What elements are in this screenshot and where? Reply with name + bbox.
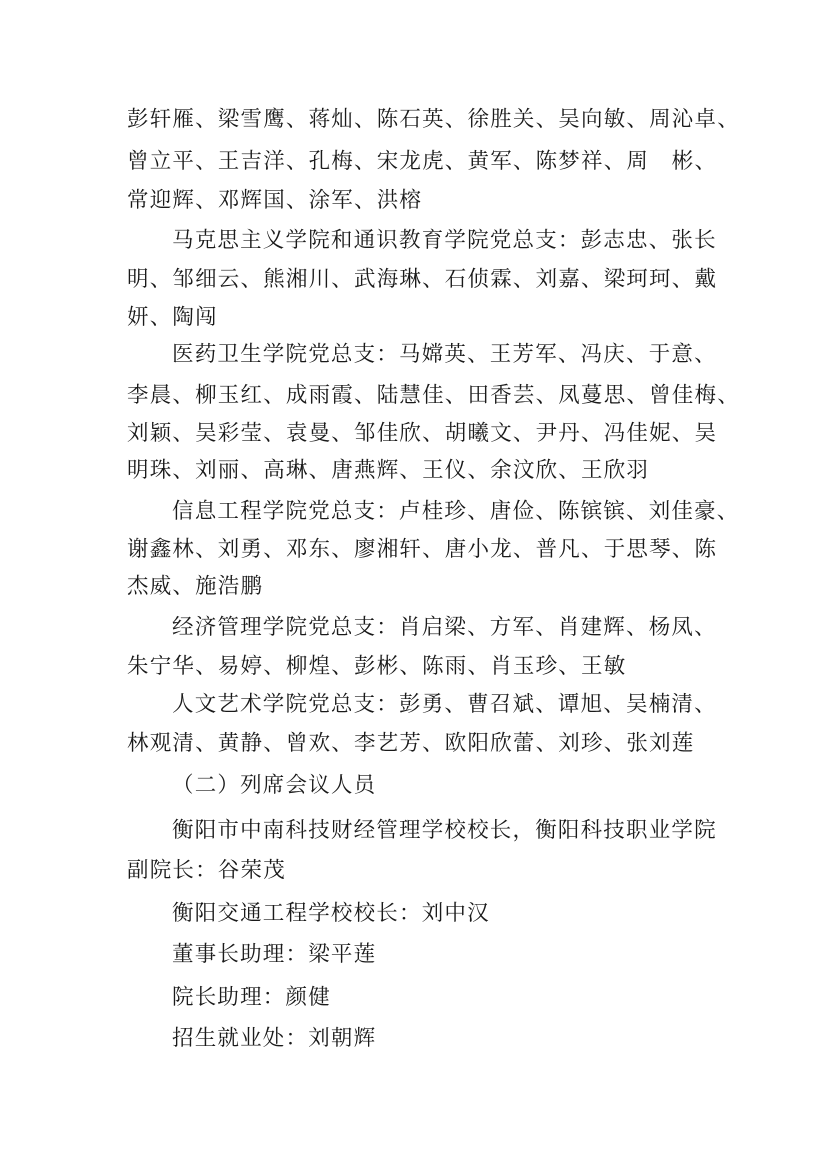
text-line: 常迎辉、邓辉国、涂军、洪榕 [127,188,423,213]
text-line: 衡阳交通工程学校校长：刘中汉 [172,901,490,926]
text-line: 董事长助理：梁平莲 [172,942,377,967]
text-line: 马克思主义学院和通识教育学院党总支：彭志忠、张长 [172,228,717,253]
text-line: 明、邹细云、熊湘川、武海琳、石侦霖、刘嘉、梁珂珂、戴 [127,267,718,292]
text-line: 曾立平、王吉洋、孔梅、宋龙虎、黄军、陈梦祥、周 彬、 [127,149,718,174]
text-line: 谢鑫林、刘勇、邓东、廖湘轩、唐小龙、普凡、于思琴、陈 [127,537,718,562]
text-line: 经济管理学院党总支：肖启梁、方军、肖建辉、杨凤、 [172,615,717,640]
text-line: 副院长：谷荣茂 [127,858,286,883]
text-line: 彭轩雁、梁雪鹰、蒋灿、陈石英、徐胜关、吴向敏、周沁卓、 [127,107,740,132]
text-line: 医药卫生学院党总支：马嫦英、王芳军、冯庆、于意、 [172,342,717,367]
text-line: 信息工程学院党总支：卢桂珍、唐俭、陈镔镔、刘佳豪、 [172,499,740,524]
text-line: 刘颖、吴彩莹、袁曼、邹佳欣、胡曦文、尹丹、冯佳妮、吴 [127,421,718,446]
section-heading: （二）列席会议人员 [172,773,377,798]
text-line: 杰威、施浩鹏 [127,574,264,599]
text-line: 李晨、柳玉红、成雨霞、陆慧佳、田香芸、凤蔓思、曾佳梅、 [127,383,740,408]
text-line: 院长助理：颜健 [172,985,331,1010]
text-line: 林观清、黄静、曾欢、李艺芳、欧阳欣蕾、刘珍、张刘莲 [127,731,695,756]
text-line: 人文艺术学院党总支：彭勇、曹召斌、谭旭、吴楠清、 [172,692,717,717]
text-line: 朱宁华、易婷、柳煌、彭彬、陈雨、肖玉珍、王敏 [127,654,627,679]
text-line: 明珠、刘丽、高琳、唐燕辉、王仪、余汶欣、王欣羽 [127,458,650,483]
text-line: 衡阳市中南科技财经管理学校校长，衡阳科技职业学院 [172,818,717,843]
text-line: 妍、陶闯 [127,305,218,330]
text-line: 招生就业处：刘朝辉 [172,1026,377,1051]
